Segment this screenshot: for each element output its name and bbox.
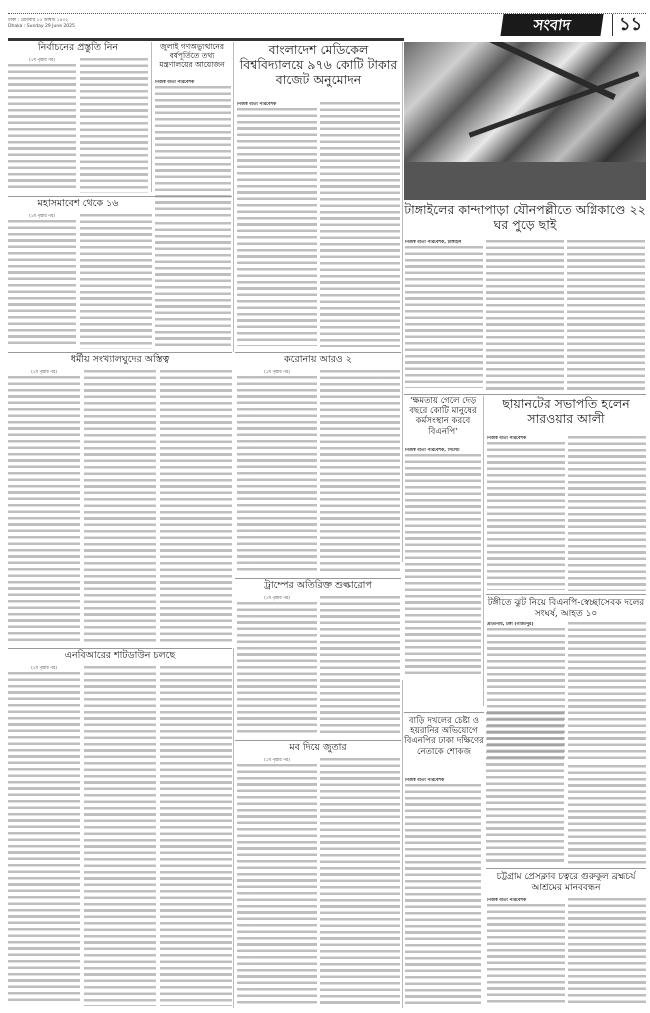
continued-label: (১ম পৃষ্ঠার পর) (264, 596, 290, 601)
article-bnp-jobs (405, 448, 481, 678)
article-nbr-col3 (160, 666, 232, 1006)
byline-bnp-jobs: নিজস্ব বার্তা পরিবেশক, সিলেট (405, 448, 460, 453)
article-ctg-col2 (568, 898, 646, 1006)
section-rule (486, 868, 646, 869)
article-mob-col1 (237, 758, 317, 1006)
article-trump-col2 (320, 596, 400, 736)
continued-label: (১ম পৃষ্ঠার পর) (31, 370, 57, 375)
headline-minority: ধর্মীয় সংখ্যালঘুদের অস্তিত্ব (70, 354, 170, 365)
column-rule (151, 42, 152, 192)
section-rule (8, 352, 232, 353)
headline-trump-tariff: ট্রাম্পের অতিরিক্ত শুল্কারোপ (264, 580, 372, 591)
continued-label: (১ম পৃষ্ঠার পর) (29, 58, 55, 63)
article-corona-col1 (237, 370, 317, 575)
page-number: ১১ (612, 14, 642, 36)
byline-bmu: নিজস্ব বার্তা পরিবেশক (237, 102, 277, 107)
headline-bmu-budget: বাংলাদেশ মেডিকেল বিশ্ববিদ্যালয়ে ৯৭৬ কোটি টাকার বাজেট অনুমোদন (239, 42, 398, 87)
article-election-col1 (8, 58, 76, 193)
article-bmu-col2 (320, 102, 400, 347)
byline-ctg: নিজস্ব বার্তা পরিবেশক (487, 898, 527, 903)
burnt-houses-photo (404, 42, 646, 200)
article-rally-col2 (80, 214, 152, 349)
byline-house: নিজস্ব বার্তা পরিবেশক (405, 778, 445, 783)
section-rule (235, 578, 401, 579)
date-bengali: ঢাকা : রোববার ১৫ আষাঢ় ১৪৩২ (8, 18, 69, 23)
continued-label: (১ম পৃষ্ঠার পর) (264, 758, 290, 763)
headline-mob-shoes: মব দিয়ে জুতার (289, 742, 347, 753)
column-rule (233, 42, 234, 352)
section-rule (8, 196, 232, 197)
section-rule (404, 394, 646, 395)
article-nbr-col1 (8, 666, 80, 1006)
dateline (8, 18, 75, 30)
article-fire-col1 (405, 240, 483, 390)
article-corona-col2 (320, 370, 400, 575)
byline-july: নিজস্ব বার্তা পরিবেশক (155, 80, 195, 85)
article-minority-col3 (160, 370, 232, 645)
headline-corona: করোনায় আরও ২ (284, 354, 352, 365)
byline-tongi: প্রতিনিধি, টঙ্গী (গাজীপুর) (487, 622, 534, 627)
masthead-logo: সংবাদ (500, 14, 603, 36)
section-rule (486, 594, 646, 595)
article-fire-col2 (486, 240, 564, 390)
article-minority-col1 (8, 370, 80, 645)
headline-july-anniversary: জুলাই গণঅভ্যুত্থানের বর্ষপূর্তিতে তথ্য মন্ত্রণালয়ের আয়োজন (159, 42, 225, 69)
article-bmu-col1 (237, 102, 317, 347)
article-july (155, 80, 231, 220)
header-bar (8, 38, 404, 41)
headline-chhayanaut: ছায়ানটের সভাপতি হলেন সারওয়ার আলী (502, 396, 630, 426)
headline-election: নির্বাচনের প্রস্তুতি নিন (37, 42, 119, 53)
byline-chhayanaut: নিজস্ব বার্তা পরিবেশক (487, 436, 527, 441)
headline-tongi-clash: টঙ্গীতে ঝুট নিয়ে বিএনপি-স্বেচ্ছাসেবক দলের সংঘর্ষ, আহত ১০ (487, 598, 645, 619)
continued-label: (১ম পৃষ্ঠার পর) (29, 214, 55, 219)
headline-ctg-rally: চট্টগ্রাম প্রেসক্লাব চত্বরে গুরুকুল ব্রহ্মচর্য আশ্রমের মানববন্ধন (496, 872, 636, 893)
article-chhayanaut-col1 (487, 436, 565, 591)
column-rule (483, 396, 484, 706)
headline-house-grab: বাড়ি দখলের চেষ্টা ও হয়রানির অভিযোগে বিএনপির ঢাকা দক্ষিণের নেতাকে শোকজ (404, 716, 484, 757)
headline-rally: মহাসমাবেশ থেকে ১৬ (37, 198, 119, 209)
continued-label: (১ম পৃষ্ঠার পর) (31, 666, 57, 671)
headline-bnp-jobs: ‘ক্ষমতায় গেলে দেড় বছরে কোটি মানুষের কর্মসংস্থান করবে বিএনপি’ (409, 396, 477, 437)
article-minority-col2 (84, 370, 156, 645)
byline-fire: নিজস্ব বার্তা পরিবেশক, টাঙ্গাইল (405, 240, 462, 245)
article-tongi-col2 (568, 622, 646, 762)
continued-label: (১ম পৃষ্ঠার পর) (264, 370, 290, 375)
article-house-col2 (486, 712, 564, 862)
section-rule (235, 740, 401, 741)
date-english: Dhaka : Sunday 29 June 2025 (8, 24, 75, 29)
article-rally-col3 (155, 222, 231, 349)
article-tongi-col3 (568, 765, 646, 865)
article-fire-col3 (567, 240, 645, 390)
section-rule (404, 712, 484, 713)
headline-tangail-fire: টাঙ্গাইলের কান্দাপাড়া যৌনপল্লীতে অগ্নিকাণ্ডে ২২ ঘর পুড়ে ছাই (404, 202, 646, 232)
section-rule (235, 352, 401, 353)
article-mob-col2 (320, 758, 400, 1006)
article-chhayanaut-col2 (568, 436, 646, 591)
column-rule (233, 648, 234, 1008)
column-rule (402, 42, 403, 562)
article-election-col2 (80, 58, 148, 193)
article-ctg-col1 (487, 898, 565, 1006)
article-rally-col1 (8, 214, 76, 349)
section-rule (8, 648, 232, 649)
column-rule (402, 680, 403, 1008)
article-trump-col1 (237, 596, 317, 736)
headline-nbr-shutdown: এনবিআরের শাটডাউন চলছে (64, 650, 176, 661)
article-house-col1 (405, 778, 481, 1006)
article-nbr-col2 (84, 666, 156, 1006)
